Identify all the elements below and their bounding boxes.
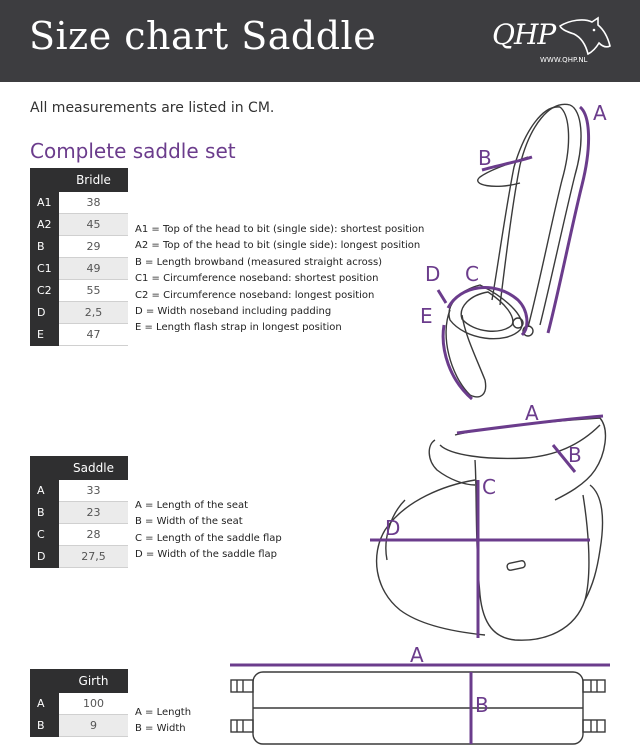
table-corner: [30, 669, 59, 693]
bridle-size-table: [30, 168, 128, 346]
bridle-illustration: [410, 95, 630, 405]
row-value: 49: [59, 258, 128, 280]
row-value: 28: [59, 524, 128, 546]
saddle-illustration: [365, 400, 620, 645]
page-title: Size chart Saddle: [29, 14, 377, 58]
bridle-legend: [135, 222, 424, 337]
saddle-label-b: B: [568, 443, 582, 467]
legend-item: A = Length: [135, 707, 192, 718]
legend-item: C1 = Circumference noseband: shortest position: [135, 273, 379, 285]
bridle-label-e: E: [420, 304, 433, 328]
row-code: B: [30, 502, 59, 524]
row-value: 9: [59, 715, 128, 737]
bridle-label-d: D: [425, 262, 441, 286]
legend-item: B = Width: [135, 723, 186, 735]
row-value: 2,5: [59, 302, 128, 324]
row-code: A2: [30, 214, 59, 236]
measurement-note: All measurements are listed in CM.: [30, 100, 275, 116]
table-corner: [30, 168, 59, 192]
girth-label-a: A: [410, 643, 424, 667]
brand-logo: [492, 16, 614, 66]
row-value: 38: [59, 192, 128, 214]
saddle-size-table: [30, 456, 128, 568]
bridle-label-b: B: [478, 146, 492, 170]
row-code: A1: [30, 192, 59, 214]
legend-item: A2 = Top of the head to bit (single side): longest position: [135, 240, 421, 252]
row-code: C: [30, 524, 59, 546]
bridle-label-c: C: [465, 262, 479, 286]
girth-size-table: [30, 669, 128, 737]
row-value: 100: [59, 693, 128, 715]
row-code: A: [30, 693, 59, 715]
row-code: D: [30, 546, 59, 568]
girth-label-b: B: [475, 693, 489, 717]
row-code: B: [30, 715, 59, 737]
brand-logo-text: QHP: [492, 18, 556, 51]
row-value: 29: [59, 236, 128, 258]
row-code: E: [30, 324, 59, 346]
table-corner: [30, 456, 59, 480]
row-value: 33: [59, 480, 128, 502]
row-value: 23: [59, 502, 128, 524]
legend-item: B = Width of the seat: [135, 516, 243, 528]
row-value: 27,5: [59, 546, 128, 568]
row-code: A: [30, 480, 59, 502]
bridle-table-title: Bridle: [59, 168, 128, 192]
legend-item: B = Length browband (measured straight across): [135, 256, 383, 268]
row-code: D: [30, 302, 59, 324]
saddle-legend: [135, 498, 282, 564]
section-title: Complete saddle set: [30, 139, 236, 163]
row-code: B: [30, 236, 59, 258]
saddle-label-c: C: [482, 475, 496, 499]
header-bar: [0, 0, 640, 82]
girth-legend: [135, 705, 191, 738]
girth-table-title: Girth: [59, 669, 128, 693]
bridle-label-a: A: [593, 101, 607, 125]
row-code: C2: [30, 280, 59, 302]
row-value: 47: [59, 324, 128, 346]
saddle-label-a: A: [525, 401, 539, 425]
legend-item: D = Width of the saddle flap: [135, 549, 277, 561]
legend-item: D = Width noseband including padding: [135, 305, 332, 317]
legend-item: A1 = Top of the head to bit (single side): shortest position: [135, 224, 425, 235]
brand-url: WWW.QHP.NL: [540, 56, 588, 64]
legend-item: C = Length of the saddle flap: [135, 532, 282, 544]
row-value: 45: [59, 214, 128, 236]
legend-item: E = Length flash strap in longest position: [135, 322, 342, 334]
legend-item: C2 = Circumference noseband: longest position: [135, 289, 375, 301]
horse-head-icon: [552, 16, 612, 56]
girth-illustration: [225, 640, 615, 748]
row-code: C1: [30, 258, 59, 280]
row-value: 55: [59, 280, 128, 302]
legend-item: A = Length of the seat: [135, 500, 249, 511]
saddle-table-title: Saddle: [59, 456, 128, 480]
bridle-d-line: [438, 290, 446, 303]
saddle-label-d: D: [385, 516, 401, 540]
